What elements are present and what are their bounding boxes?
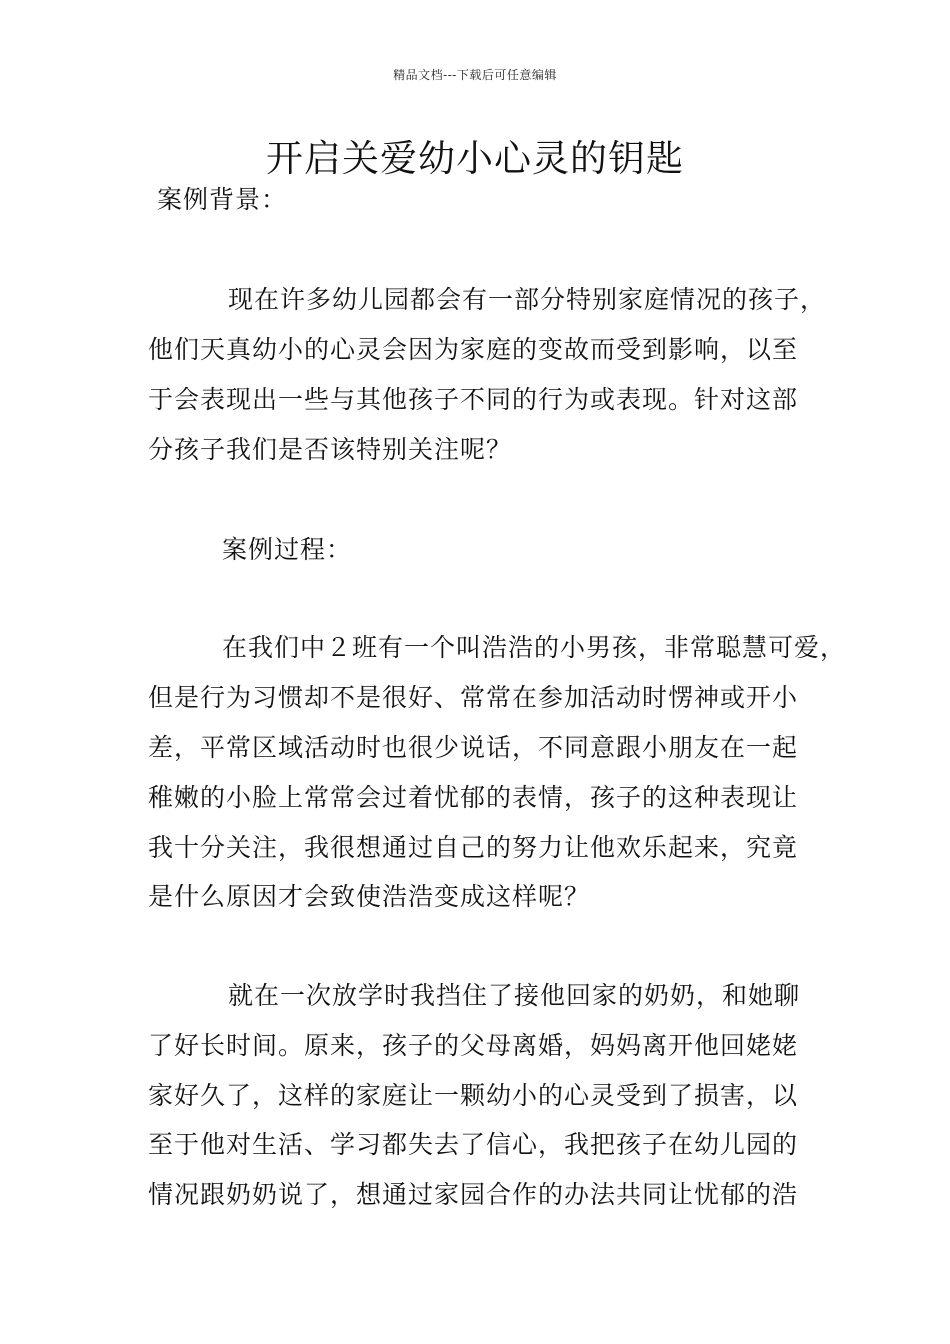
paragraph-line: 情况跟奶奶说了，想通过家园合作的办法共同让忧郁的浩 [148, 1180, 799, 1209]
paragraph-line: 我十分关注，我很想通过自己的努力让他欢乐起来，究竟 [148, 833, 799, 862]
section-heading-process: 案例过程： [222, 535, 353, 564]
document-title: 开启关爱幼小心灵的钥匙 [266, 137, 684, 180]
paragraph-line: 于会表现出一些与其他孩子不同的行为或表现。针对这部 [148, 385, 799, 414]
paragraph-line: 就在一次放学时我挡住了接他回家的奶奶，和她聊 [228, 981, 801, 1010]
paragraph-line: 他们天真幼小的心灵会因为家庭的变故而受到影响，以至 [148, 335, 799, 364]
paragraph-line: 家好久了，这样的家庭让一颗幼小的心灵受到了损害，以 [148, 1081, 799, 1110]
paragraph-line: 是什么原因才会致使浩浩变成这样呢？ [148, 882, 591, 911]
paragraph-line: 但是行为习惯却不是很好、常常在参加活动时愣神或开小 [148, 683, 799, 712]
paragraph-line: 分孩子我们是否该特别关注呢？ [148, 435, 513, 464]
paragraph-line: 差，平常区域活动时也很少说话，不同意跟小朋友在一起 [148, 733, 799, 762]
paragraph-line: 现在许多幼儿园都会有一部分特别家庭情况的孩子， [228, 285, 827, 314]
paragraph-line: 至于他对生活、学习都失去了信心，我把孩子在幼儿园的 [148, 1130, 799, 1159]
section-heading-background: 案例背景： [157, 185, 288, 214]
paragraph-line: 稚嫩的小脸上常常会过着忧郁的表情，孩子的这种表现让 [148, 783, 799, 812]
paragraph-line: 在我们中２班有一个叫浩浩的小男孩，非常聪慧可爱， [222, 633, 847, 662]
paragraph-line: 了好长时间。原来，孩子的父母离婚，妈妈离开他回姥姥 [148, 1031, 799, 1060]
page-header: 精品文档---下载后可任意编辑 [393, 68, 557, 82]
